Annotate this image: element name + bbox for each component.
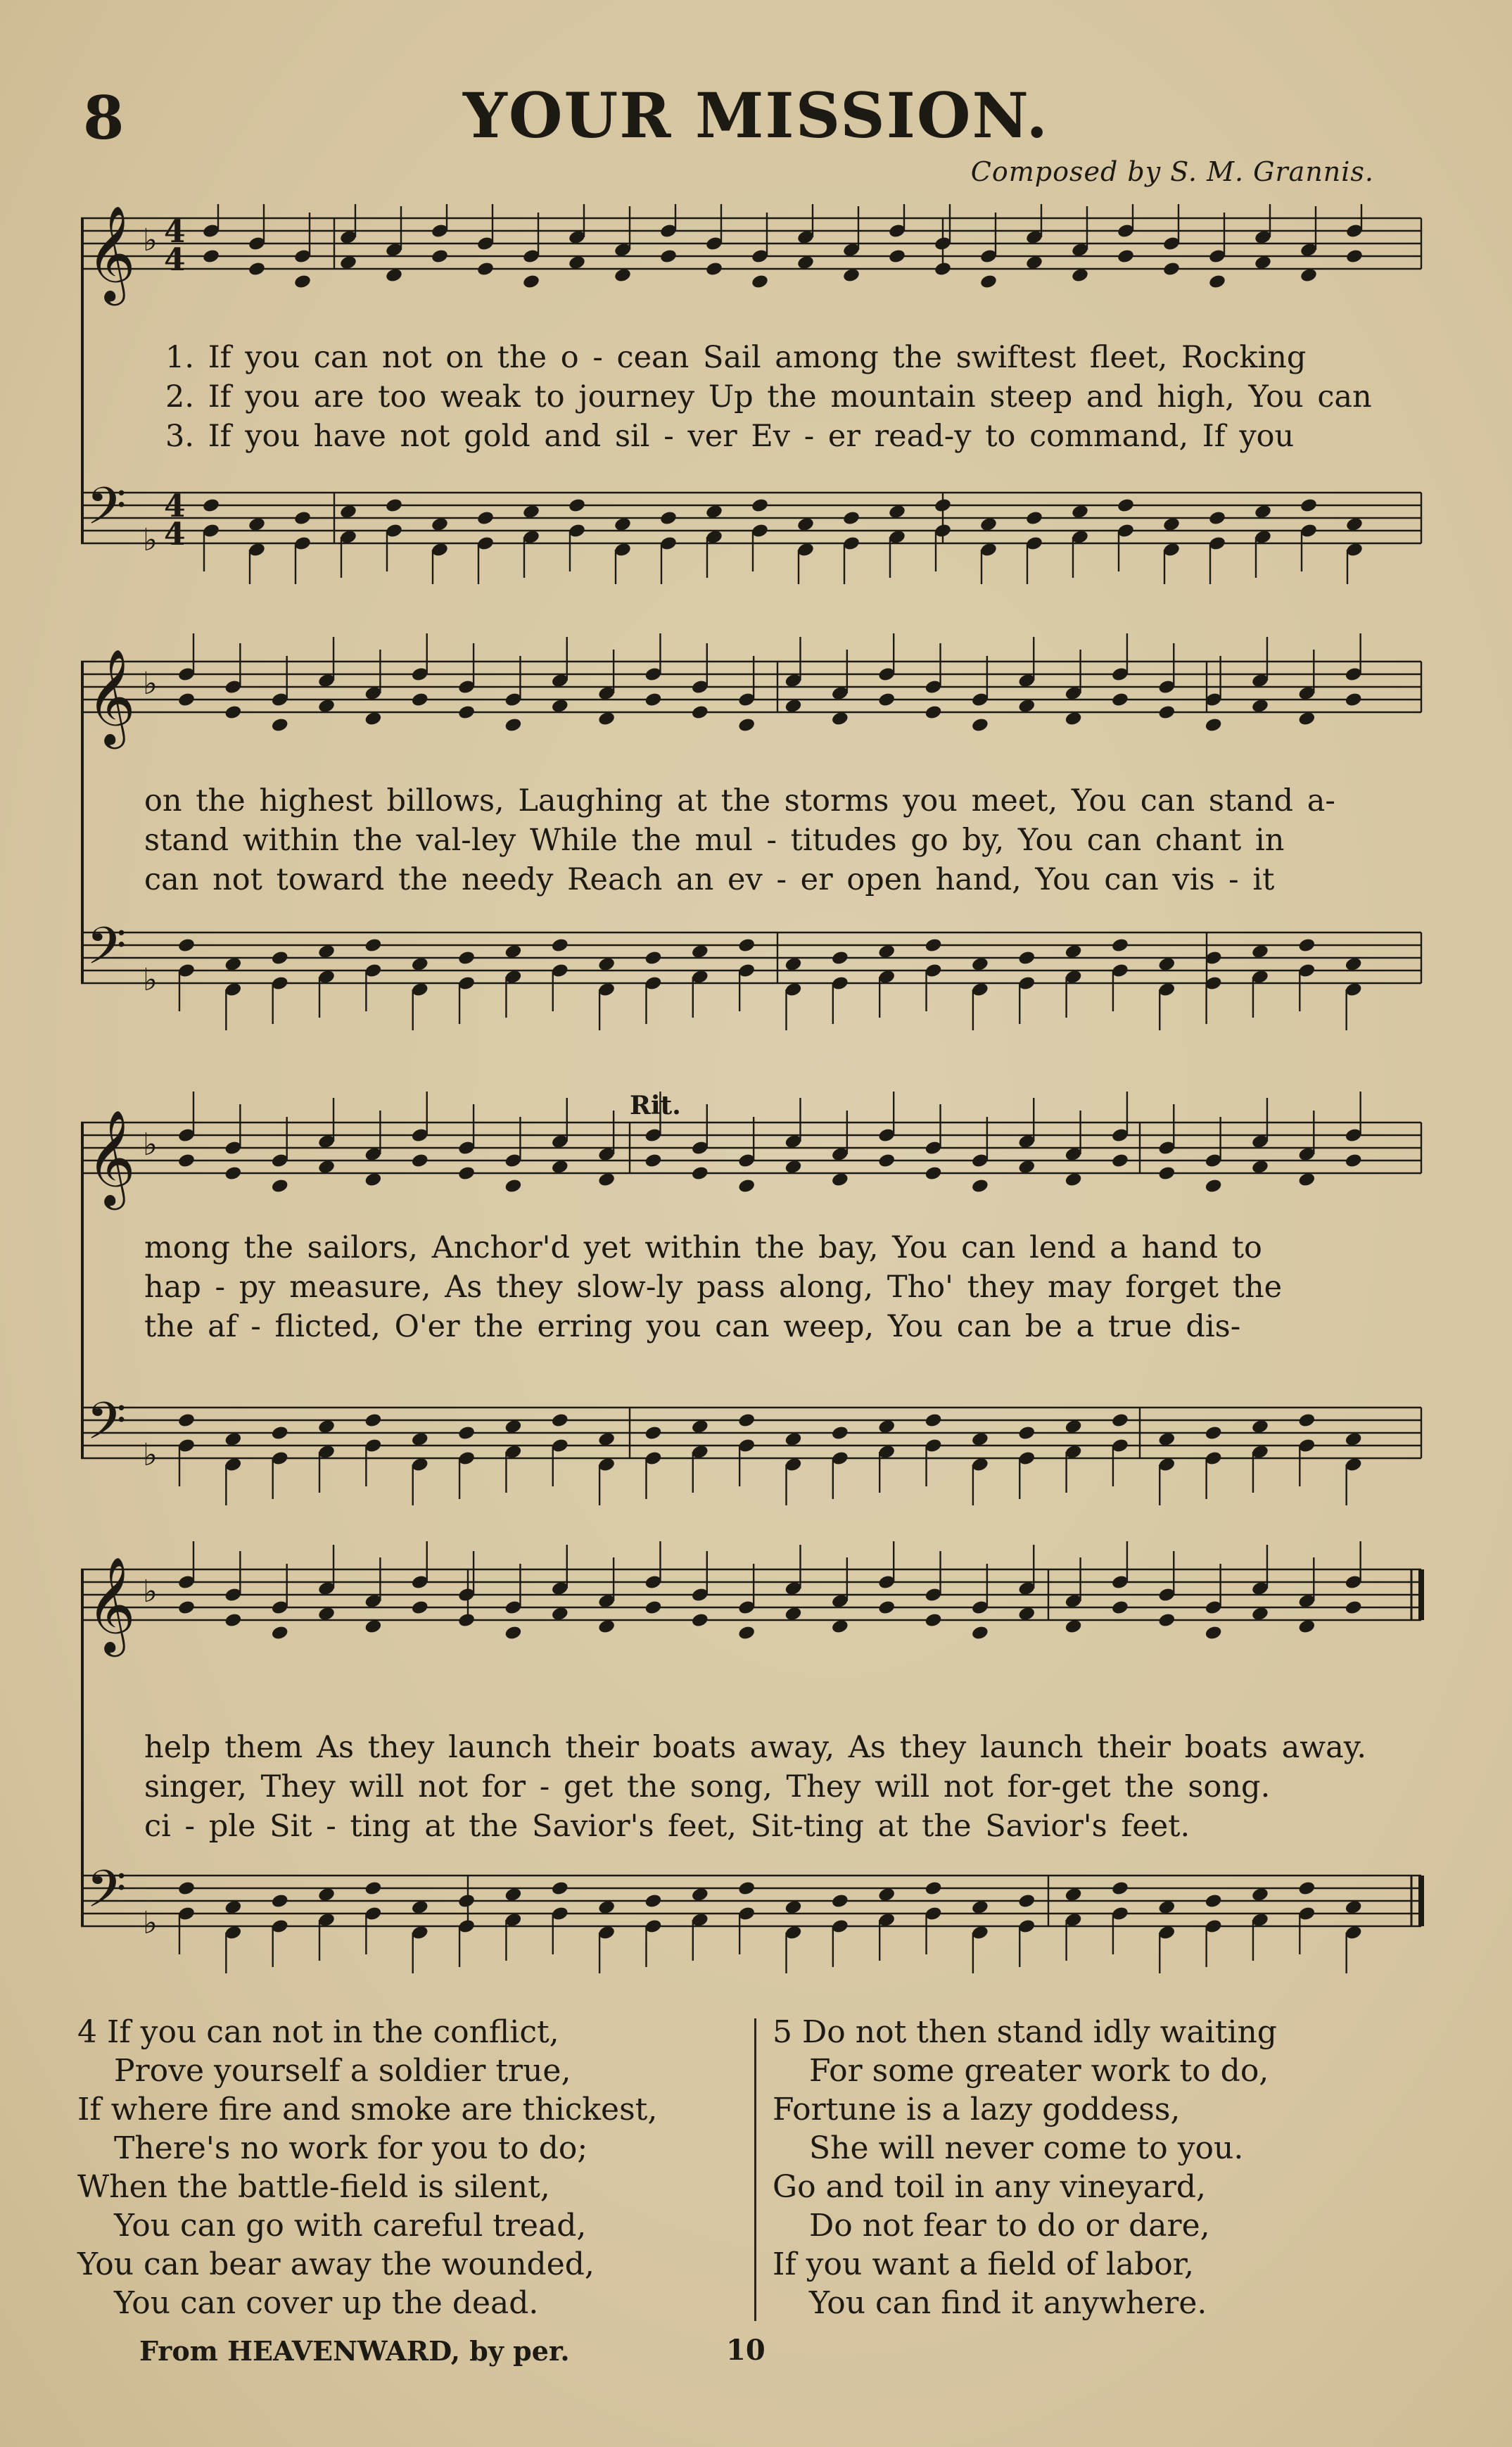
notehead xyxy=(1157,1165,1176,1182)
notehead xyxy=(831,1425,849,1441)
notehead xyxy=(1205,1178,1223,1194)
notehead xyxy=(842,510,860,526)
notehead xyxy=(476,261,495,277)
notehead xyxy=(457,1165,476,1182)
verse-line: Fortune is a lazy goddess, xyxy=(773,2092,1181,2127)
verse-line: For some greater work to do, xyxy=(809,2053,1269,2089)
time-signature: 4 xyxy=(164,488,186,524)
verse-line: There's no work for you to do; xyxy=(114,2130,588,2166)
lyrics-block xyxy=(81,1228,1435,1346)
notehead xyxy=(271,1625,289,1641)
composer-credit: Composed by S. M. Grannis. xyxy=(970,156,1374,187)
flat-icon: ♭ xyxy=(143,1905,158,1941)
notehead xyxy=(411,692,429,708)
notehead xyxy=(691,704,709,721)
notehead xyxy=(177,1880,196,1897)
lyric-line: mong the sailors, Anchor'd yet within the bay, You can lend a hand to xyxy=(144,1230,1262,1265)
notehead xyxy=(924,937,942,954)
notehead xyxy=(224,1612,242,1629)
verse-line: 4 If you can not in the conflict, xyxy=(77,2014,559,2050)
notehead xyxy=(1017,950,1036,966)
verse-line: Prove yourself a soldier true, xyxy=(114,2053,571,2089)
lyric-line: 1. If you can not on the o - cean Sail among the swiftest fleet, Rocking xyxy=(165,340,1307,375)
verse-line: You can find it anywhere. xyxy=(809,2285,1207,2321)
flat-icon: ♭ xyxy=(143,1127,158,1163)
notehead xyxy=(877,1600,896,1616)
notehead xyxy=(364,937,382,954)
notehead xyxy=(293,274,312,290)
notehead xyxy=(1111,1600,1129,1616)
notehead xyxy=(1205,1425,1223,1441)
notehead xyxy=(1162,261,1181,277)
verse-line: Do not fear to do or dare, xyxy=(809,2208,1210,2244)
lyric-line: ci - ple Sit - ting at the Savior's feet, Sit-ting at the Savior's feet. xyxy=(144,1809,1190,1844)
notehead xyxy=(971,1178,989,1194)
notehead xyxy=(224,1165,242,1182)
notehead xyxy=(691,1612,709,1629)
notehead xyxy=(1300,498,1318,514)
lyric-line: on the highest billows, Laughing at the storms you meet, You can stand a- xyxy=(144,783,1335,818)
notehead xyxy=(248,261,266,277)
notehead xyxy=(364,1880,382,1897)
notehead xyxy=(271,1893,289,1909)
notehead xyxy=(551,1412,569,1429)
column-divider xyxy=(754,2018,756,2321)
notehead xyxy=(1111,1880,1129,1897)
notehead xyxy=(924,704,942,721)
notehead xyxy=(1111,692,1129,708)
lyric-line: help them As they launch their boats away, As they launch their boats away. xyxy=(144,1730,1366,1765)
additional-verses xyxy=(77,2013,1442,2344)
notehead xyxy=(979,274,998,290)
notehead xyxy=(568,498,586,514)
verse-5 xyxy=(773,2013,1434,2322)
music-system-3 xyxy=(81,1091,1435,1541)
notehead xyxy=(504,1625,522,1641)
notehead xyxy=(293,510,312,526)
lyrics-block xyxy=(81,338,1435,456)
notehead xyxy=(1017,1893,1036,1909)
notehead xyxy=(1117,248,1135,265)
notehead xyxy=(1345,1153,1363,1169)
notehead xyxy=(831,950,849,966)
notehead xyxy=(737,1178,756,1194)
notehead xyxy=(737,1412,756,1429)
notehead xyxy=(177,1600,196,1616)
notehead xyxy=(924,1612,942,1629)
notehead xyxy=(644,1425,662,1441)
notehead xyxy=(1205,1893,1223,1909)
notehead xyxy=(271,950,289,966)
treble-clef-icon: 𝄞 xyxy=(87,1108,136,1206)
verse-line: She will never come to you. xyxy=(809,2130,1244,2166)
notehead xyxy=(737,1625,756,1641)
lyric-line: can not toward the needy Reach an ev - er open hand, You can vis - it xyxy=(144,862,1275,897)
notehead xyxy=(1111,1412,1129,1429)
music-system-4 xyxy=(81,1541,1435,1992)
notehead xyxy=(431,248,449,265)
flat-icon: ♭ xyxy=(143,666,158,702)
notehead xyxy=(831,1893,849,1909)
lyric-line: hap - py measure, As they slow-ly pass along, Tho' they may forget the xyxy=(144,1270,1283,1305)
notehead xyxy=(971,1625,989,1641)
notehead xyxy=(659,248,678,265)
time-signature: 4 xyxy=(164,214,186,250)
notehead xyxy=(644,1893,662,1909)
verse-line: 5 Do not then stand idly waiting xyxy=(773,2014,1277,2050)
bass-clef-icon: 𝄢 xyxy=(87,1391,127,1463)
notehead xyxy=(271,1425,289,1441)
notehead xyxy=(1208,510,1226,526)
ritardando-mark: Rit. xyxy=(630,1091,681,1120)
notehead xyxy=(1025,510,1043,526)
lyric-line: 3. If you have not gold and sil - ver Ev - er read-y to command, If you xyxy=(165,419,1295,454)
notehead xyxy=(659,510,678,526)
notehead xyxy=(1297,1880,1316,1897)
notehead xyxy=(551,937,569,954)
music-system-1 xyxy=(81,204,1435,584)
notehead xyxy=(224,704,242,721)
notehead xyxy=(737,937,756,954)
lyric-line: singer, They will not for - get the song, They will not for-get the song. xyxy=(144,1769,1271,1804)
notehead xyxy=(1297,1412,1316,1429)
notehead xyxy=(1111,1153,1129,1169)
notehead xyxy=(877,692,896,708)
notehead xyxy=(202,248,220,265)
page-number: 8 xyxy=(83,83,125,153)
notehead xyxy=(364,1412,382,1429)
notehead xyxy=(644,950,662,966)
flat-icon: ♭ xyxy=(143,522,158,558)
verse-line: When the battle-field is silent, xyxy=(77,2169,550,2205)
notehead xyxy=(1297,937,1316,954)
treble-clef-icon: 𝄞 xyxy=(87,204,136,301)
bass-clef-icon: 𝄢 xyxy=(87,1859,127,1931)
notehead xyxy=(888,248,906,265)
notehead xyxy=(1345,692,1363,708)
verse-line: You can go with careful tread, xyxy=(114,2208,587,2244)
verse-line: Go and toil in any vineyard, xyxy=(773,2169,1207,2205)
notehead xyxy=(411,1153,429,1169)
notehead xyxy=(1345,1600,1363,1616)
notehead xyxy=(705,261,723,277)
notehead xyxy=(644,1153,662,1169)
notehead xyxy=(457,1893,476,1909)
notehead xyxy=(1117,498,1135,514)
notehead xyxy=(644,692,662,708)
time-signature: 4 xyxy=(164,517,186,552)
notehead xyxy=(476,510,495,526)
notehead xyxy=(271,1178,289,1194)
flat-icon: ♭ xyxy=(143,962,158,998)
notehead xyxy=(924,1165,942,1182)
notehead xyxy=(504,1178,522,1194)
notehead xyxy=(737,717,756,733)
notehead xyxy=(177,1412,196,1429)
notehead xyxy=(457,950,476,966)
lyrics-block xyxy=(81,781,1435,899)
notehead xyxy=(457,1425,476,1441)
flat-icon: ♭ xyxy=(143,1574,158,1610)
bass-clef-icon: 𝄢 xyxy=(87,476,127,548)
verse-4 xyxy=(77,2013,739,2322)
notehead xyxy=(1111,937,1129,954)
notehead xyxy=(1017,1425,1036,1441)
notehead xyxy=(551,1880,569,1897)
notehead xyxy=(202,498,220,514)
notehead xyxy=(877,1153,896,1169)
verse-line: You can cover up the dead. xyxy=(114,2285,539,2321)
notehead xyxy=(1157,1612,1176,1629)
lyrics-block xyxy=(81,1728,1435,1846)
lyric-line: 2. If you are too weak to journey Up the mountain steep and high, You can xyxy=(165,379,1372,415)
notehead xyxy=(934,498,952,514)
flat-icon: ♭ xyxy=(143,1437,158,1473)
time-signature: 4 xyxy=(164,242,186,278)
music-system-2 xyxy=(81,633,1435,1056)
footer-number: 10 xyxy=(726,2334,765,2367)
notehead xyxy=(177,692,196,708)
notehead xyxy=(504,717,522,733)
notehead xyxy=(457,1612,476,1629)
notehead xyxy=(971,717,989,733)
verse-line: You can bear away the wounded, xyxy=(77,2246,595,2282)
notehead xyxy=(644,1600,662,1616)
notehead xyxy=(457,704,476,721)
notehead xyxy=(385,498,403,514)
notehead xyxy=(1208,274,1226,290)
bass-clef-icon: 𝄢 xyxy=(87,916,127,988)
notehead xyxy=(1205,717,1223,733)
notehead xyxy=(271,717,289,733)
flat-icon: ♭ xyxy=(143,222,158,258)
notehead xyxy=(177,1153,196,1169)
notehead xyxy=(177,937,196,954)
notehead xyxy=(522,274,540,290)
notehead xyxy=(691,1165,709,1182)
treble-clef-icon: 𝄞 xyxy=(87,647,136,745)
notehead xyxy=(411,1600,429,1616)
verse-line: If you want a field of labor, xyxy=(773,2246,1194,2282)
notehead xyxy=(924,1412,942,1429)
notehead xyxy=(934,261,952,277)
verse-line: If where fire and smoke are thickest, xyxy=(77,2092,658,2127)
notehead xyxy=(1157,704,1176,721)
lyric-line: the af - flicted, O'er the erring you can weep, You can be a true dis- xyxy=(144,1309,1241,1344)
notehead xyxy=(737,1880,756,1897)
lyric-line: stand within the val-ley While the mul - titudes go by, You can chant in xyxy=(144,823,1285,858)
notehead xyxy=(1205,1625,1223,1641)
notehead xyxy=(924,1880,942,1897)
notehead xyxy=(1345,248,1364,265)
hymn-title: YOUR MISSION. xyxy=(463,79,1049,152)
notehead xyxy=(751,498,769,514)
notehead xyxy=(751,274,769,290)
source-credit: From HEAVENWARD, by per. xyxy=(139,2335,570,2367)
treble-clef-icon: 𝄞 xyxy=(87,1555,136,1652)
